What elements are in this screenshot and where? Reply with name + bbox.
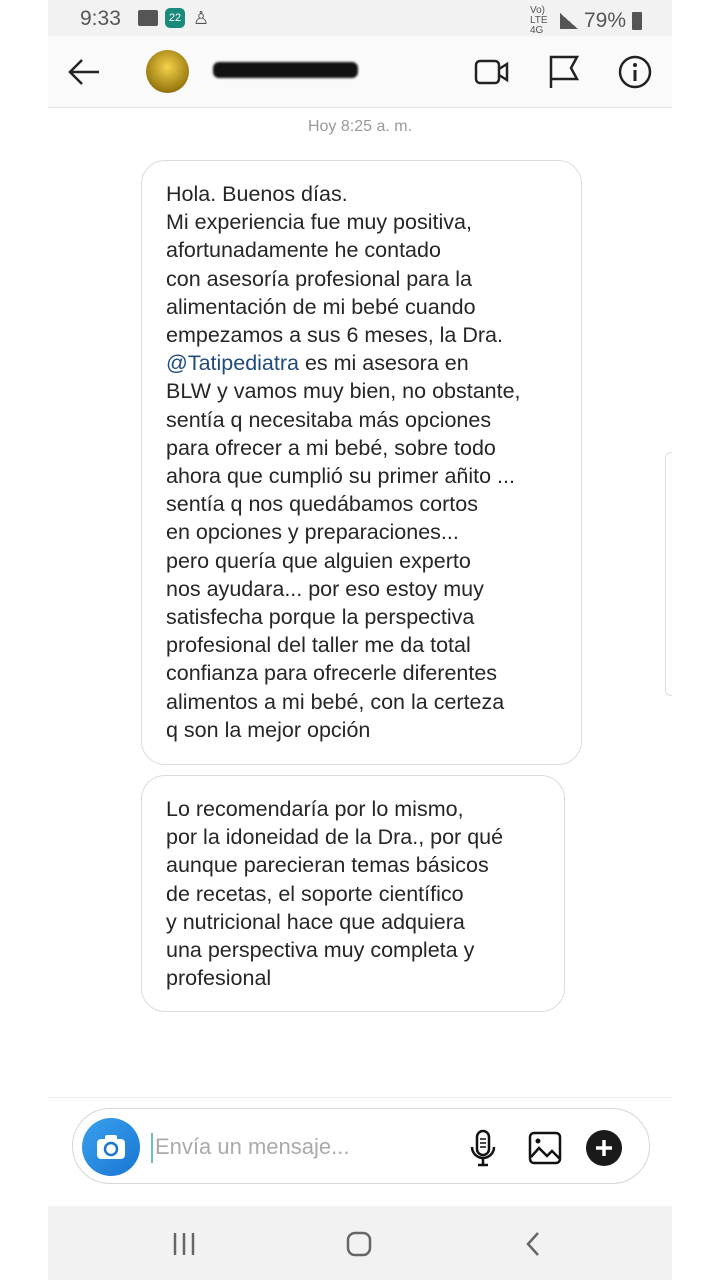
message-line: Hola. Buenos días. — [166, 182, 348, 206]
app-notification-icon: ♙ — [193, 8, 210, 28]
contact-name-redacted[interactable] — [213, 62, 358, 78]
message-line: Lo recomendaría por lo mismo, — [166, 797, 464, 821]
camera-button[interactable] — [82, 1118, 140, 1176]
battery-icon — [632, 12, 642, 30]
message-line: BLW y vamos muy bien, no obstante, — [166, 379, 521, 404]
video-call-icon[interactable] — [474, 54, 510, 90]
system-nav-bar — [48, 1206, 672, 1280]
message-notification-icon — [138, 10, 158, 26]
message-line: ahora que cumplió su primer añito ... — [166, 464, 515, 489]
user-mention-link[interactable]: @Tatipediatra — [166, 351, 299, 376]
message-bubble[interactable] — [141, 160, 582, 765]
contact-avatar[interactable] — [146, 50, 189, 93]
message-bubble[interactable] — [141, 775, 565, 1012]
divider — [48, 1097, 672, 1098]
network-label: Vo) LTE 4G — [529, 5, 548, 36]
home-icon[interactable] — [346, 1231, 372, 1257]
flag-icon[interactable] — [546, 54, 582, 90]
message-line: confianza para ofrecerle diferentes — [166, 661, 498, 686]
message-text: es mi asesora en — [298, 351, 469, 376]
message-line: sentía q nos quedábamos cortos — [166, 492, 478, 517]
message-line: nos ayudara... por eso estoy muy — [166, 576, 484, 601]
message-line: y nutricional hace que adquiera — [166, 909, 465, 934]
message-line: pero quería que alguien experto — [166, 548, 471, 573]
back-nav-icon[interactable] — [523, 1231, 543, 1257]
message-composer — [72, 1108, 650, 1184]
microphone-icon[interactable] — [468, 1129, 498, 1167]
message-line: de recetas, el soporte científico — [166, 881, 464, 906]
status-time: 9:33 — [80, 7, 121, 30]
message-line: por la idoneidad de la Dra., por qué — [166, 825, 504, 850]
camera-icon — [96, 1134, 126, 1160]
back-arrow-icon[interactable] — [66, 54, 102, 90]
message-line: profesional del taller me da total — [166, 633, 471, 658]
gallery-icon[interactable] — [528, 1131, 562, 1165]
message-input[interactable]: Envía un mensaje... — [151, 1133, 349, 1163]
message-line: q son la mejor opción — [166, 717, 371, 742]
message-line: sentía q necesitaba más opciones — [166, 407, 492, 432]
info-icon[interactable] — [617, 54, 653, 90]
message-line: satisfecha porque la perspectiva — [166, 605, 475, 630]
message-line: Mi experiencia fue muy positiva, — [166, 210, 472, 235]
message-line: una perspectiva muy completa y — [166, 938, 475, 963]
message-line: en opciones y preparaciones... — [166, 520, 459, 545]
message-line: afortunadamente he contado — [166, 238, 441, 263]
add-icon[interactable] — [585, 1129, 623, 1167]
message-timestamp: Hoy 8:25 a. m. — [307, 118, 413, 135]
message-line: con asesoría profesional para la — [166, 266, 472, 291]
message-line: alimentos a mi bebé, con la certeza — [166, 689, 505, 714]
status-bar — [48, 0, 672, 36]
chat-screen — [48, 0, 672, 1280]
message-line: empezamos a sus 6 meses, la Dra. — [166, 323, 503, 348]
recent-apps-icon[interactable] — [172, 1232, 196, 1256]
message-line: alimentación de mi bebé cuando — [166, 294, 476, 319]
chat-header — [48, 36, 672, 108]
message-line: para ofrecer a mi bebé, sobre todo — [166, 435, 496, 460]
battery-percent: 79% — [583, 9, 626, 32]
calendar-icon: 22 — [165, 8, 185, 28]
signal-icon — [560, 13, 578, 29]
message-line: aunque parecieran temas básicos — [166, 853, 489, 878]
message-line: profesional — [166, 966, 272, 991]
scrollbar[interactable] — [665, 452, 672, 696]
message-line — [166, 349, 581, 377]
